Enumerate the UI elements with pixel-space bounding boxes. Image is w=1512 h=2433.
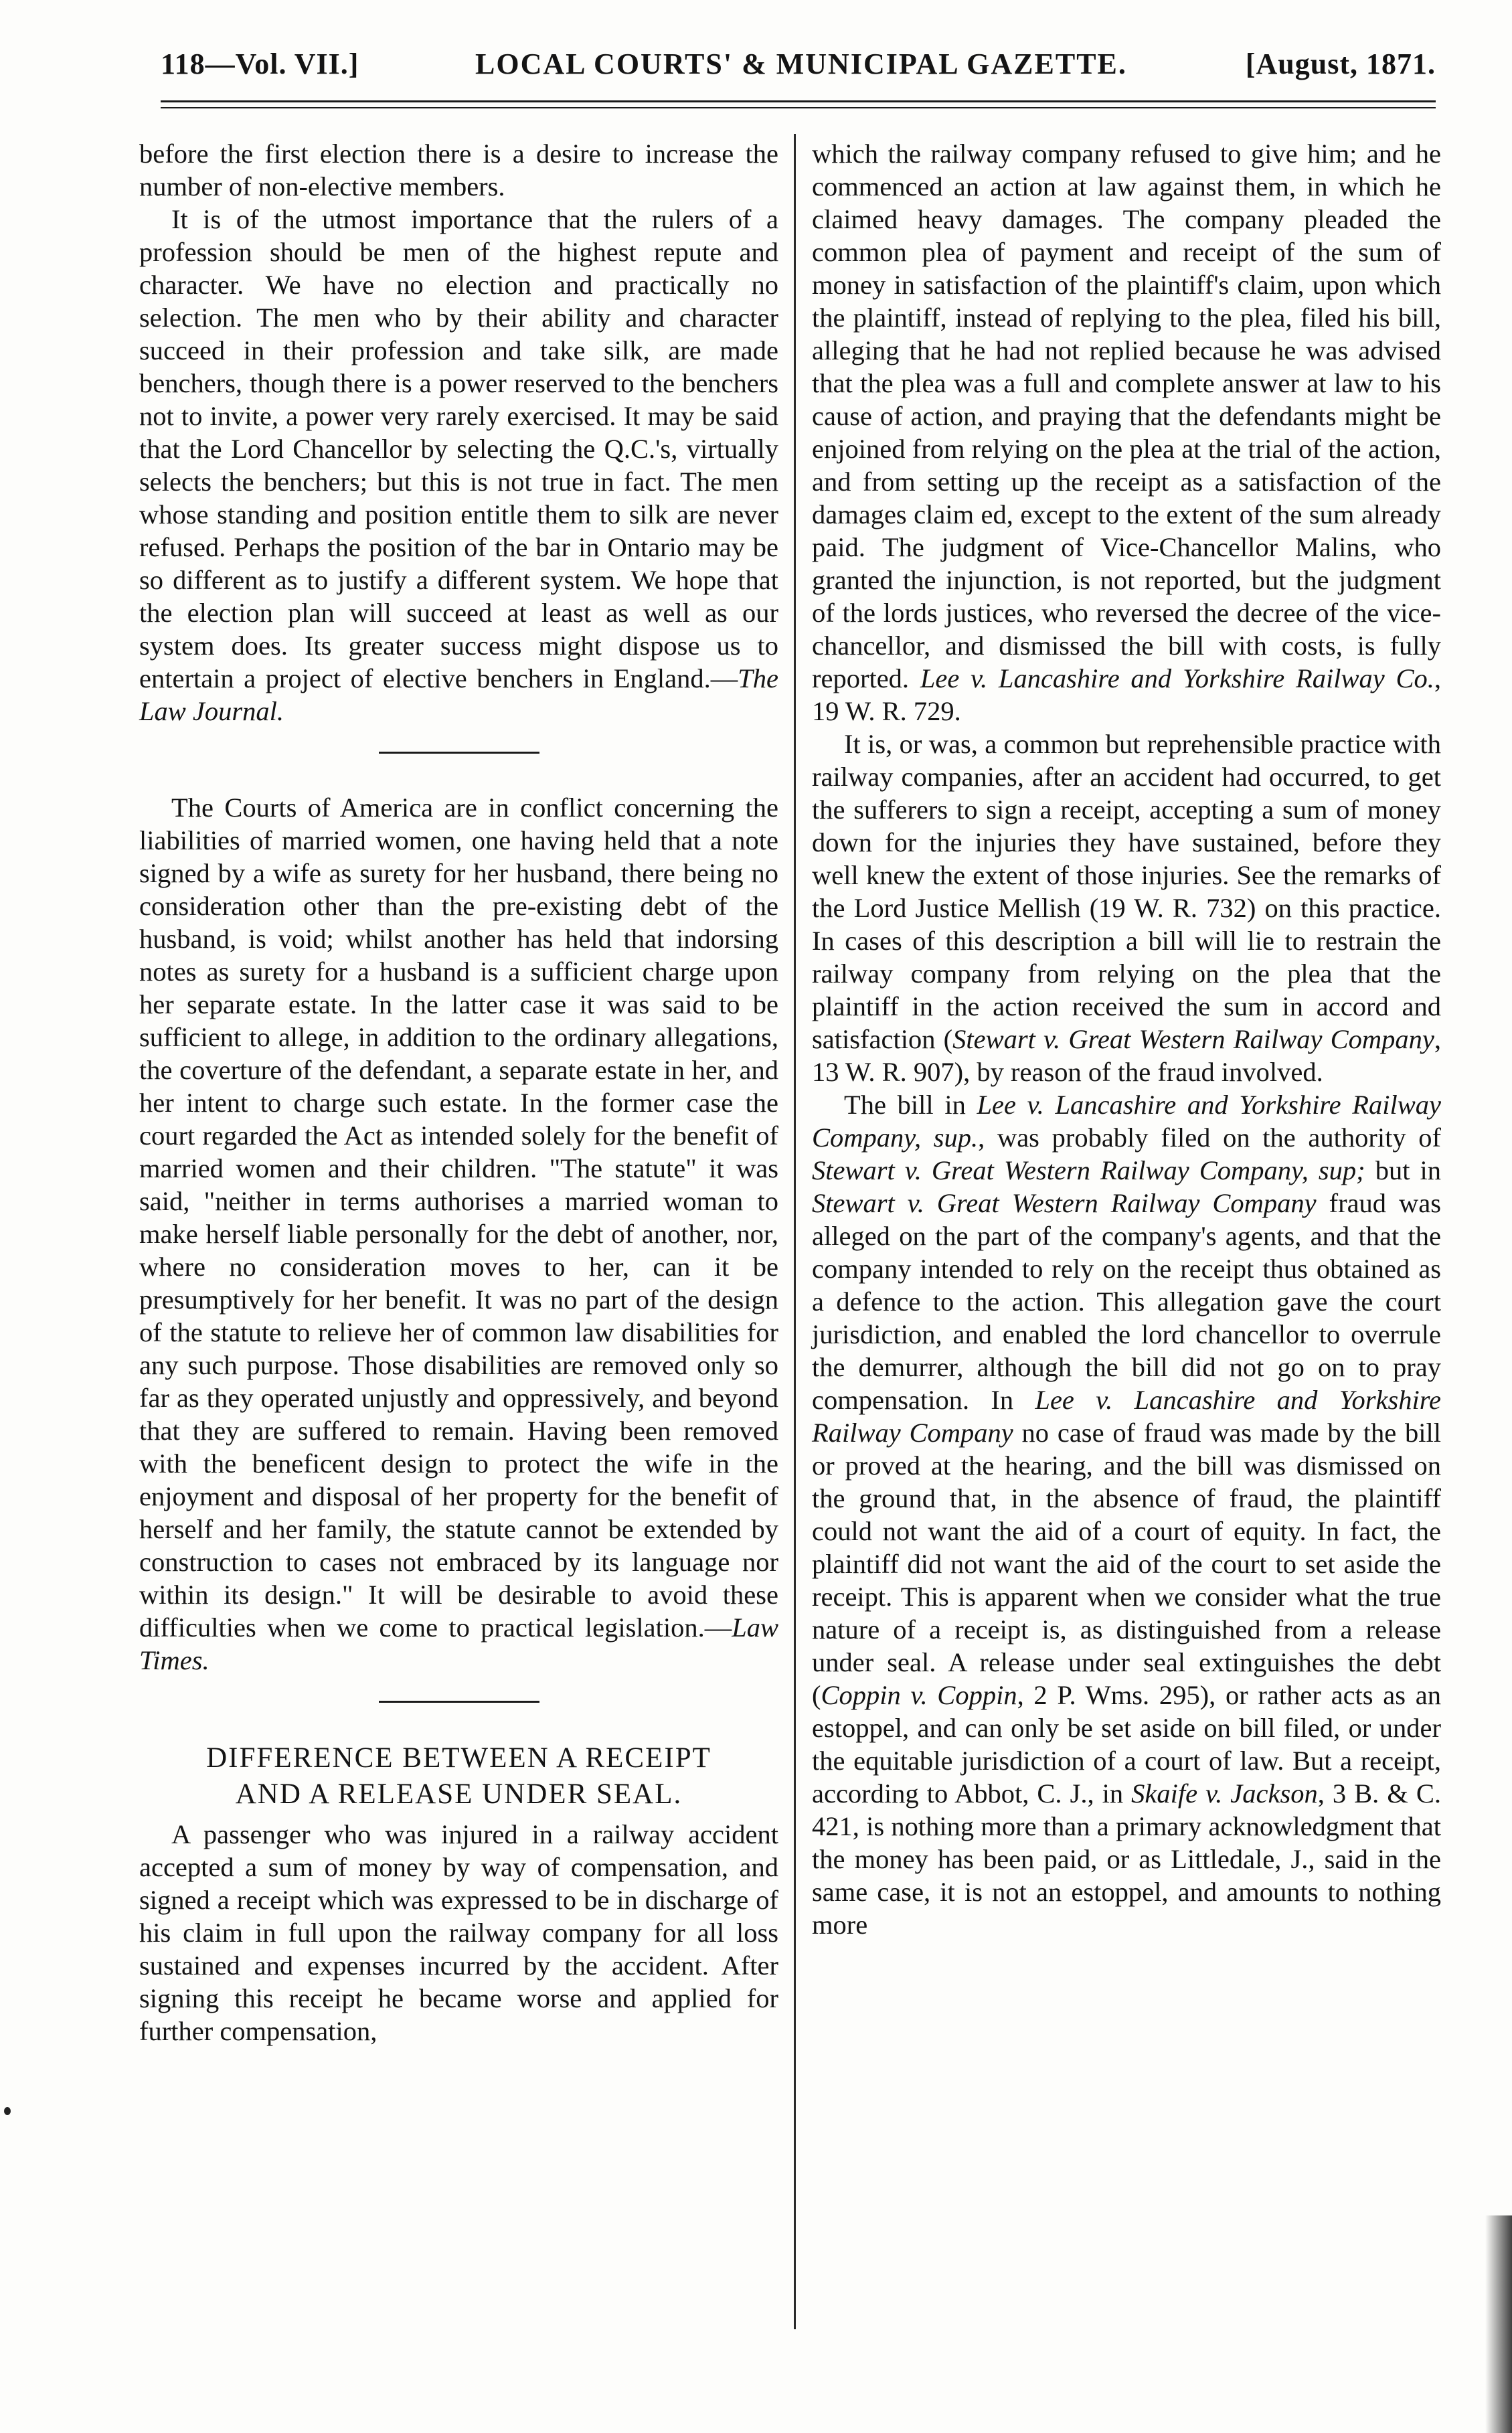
- case-name: Stewart v. Great Western Railway Company, sup;: [812, 1155, 1365, 1185]
- paragraph-benchers-continued: before the first election there is a desire to increase the number of non-elective members.: [139, 139, 778, 201]
- paragraph-married-women: [139, 791, 778, 1677]
- paragraph-text: It is of the utmost importance that the rulers of a profession should be men of the highest repute and character. We have no election and practically no selection. The men who by their ability and character succeed in their profession and take silk, are made benchers, though there is a power reserved to the benchers not to invite, a power very rarely exercised. It may be said that the Lord Chancellor by selecting the Q.C.'s, virtually selects the benchers; but this is not true in fact. The men whose standing and position entitle them to silk are never refused. Perhaps the position of the bar in Ontario may be so different as to justify a different system. We hope that the election plan will succeed at least as well as our system does. Its greater success might dispose us to entertain a project of elective benchers in England.—: [139, 204, 778, 693]
- case-name: Lee v. Lancashire and Yorkshire Railway Co.: [920, 663, 1434, 693]
- paragraph-text: , 2 P. Wms. 295), or rather acts as an estoppel, and can only be set aside on bill filed, or under the equitable jurisdiction of a court of law. But a receipt, according to Abbot, C. J., in: [812, 1680, 1441, 1809]
- case-citation: , 19 W. R. 729.: [812, 663, 1441, 726]
- section-divider: [379, 752, 539, 754]
- paragraph-text: which the railway company refused to give him; and he commenced an action at law against them, in which he claimed heavy damages. The company pleaded the common plea of payment and receipt of the sum of money in satisfaction of the plaintiff's claim, upon which the plaintiff, instead of replying to the plea, filed his bill, alleging that he had not replied because he was advised that the plea was a full and complete answer at law to his cause of action, and praying that the defendants might be enjoined from relying on the plea at the trial of the action, and from setting up the receipt as a satisfaction of the damages claim ed, except to the extent of the sum already paid. The judgment of Vice-Chancellor Malins, who granted the injunction, is not reported, but the judgment of the lords justices, who reversed the decree of the vice-chancellor, and dismissed the bill with costs, is fully reported.: [812, 139, 1441, 693]
- paragraph-passenger: A passenger who was injured in a railway accident accepted a sum of money by way of compensation, and signed a receipt which was expressed to be in discharge of his claim in full upon the railway company for all loss sustained and expenses incurred by the accident. After signing this receipt he became worse and applied for further compensation,: [139, 1819, 778, 2046]
- source-citation: Law Times.: [139, 1612, 778, 1675]
- page-header: [161, 47, 1436, 100]
- source-citation: The Law Journal.: [139, 663, 778, 726]
- paragraph-text: It is, or was, a common but reprehensible practice with railway companies, after an accident had occurred, to get the sufferers to sign a receipt, accepting a sum of money down for the injuries they have sustained, before they well knew the extent of those injuries. See the remarks of the Lord Justice Mellish (19 W. R. 732) on this practice. In cases of this description a bill will lie to restrain the railway company from relying on the plea that the plaintiff in the action received the sum in accord and satisfaction (: [812, 729, 1441, 1054]
- case-name: Skaife v. Jackson: [1131, 1778, 1318, 1809]
- paragraph-text: fraud was alleged on the part of the company's agents, and that the company intended to rely on the receipt thus obtained as a defence to the action. This allegation gave the court jurisdiction, and enabled the lord chancellor to overrule the demurrer, although the bill did not go on to pray compensation. In: [812, 1188, 1441, 1415]
- case-name: Lee v. Lancashire and Yorkshire Railway Company: [812, 1385, 1441, 1448]
- paragraph-text: , 13 W. R. 907), by reason of the fraud involved.: [812, 1024, 1441, 1087]
- case-name: Coppin v. Coppin: [821, 1680, 1017, 1710]
- paragraph-railway-refusal: [812, 137, 1441, 728]
- paragraph-text: The bill in: [844, 1090, 977, 1120]
- article-heading: [139, 1740, 778, 1813]
- column-divider: [794, 134, 796, 2329]
- paragraph-text: , was probably filed on the authority of: [978, 1122, 1441, 1153]
- volume-label: 118—Vol. VII.]: [161, 48, 359, 80]
- issue-date: [August, 1871.: [1245, 48, 1436, 80]
- section-divider: [379, 1701, 539, 1703]
- paragraph-text: no case of fraud was made by the bill or proved at the hearing, and the bill was dismissed on the ground that, in the absence of fraud, the plaintiff could not want the aid of a court of equity. In fact, the plaintiff did not want the aid of the court to set aside the receipt. This is apparent when we consider what the true nature of a receipt is, as distinguished from a release under seal. A release under seal extinguishes the debt (: [812, 1418, 1441, 1710]
- publication-title: LOCAL COURTS' & MUNICIPAL GAZETTE.: [475, 48, 1127, 80]
- header-rule-bottom: [161, 107, 1436, 108]
- page-edge-shadow: [1485, 2215, 1512, 2433]
- header-rule-top: [161, 100, 1436, 102]
- paragraph-text: The Courts of America are in conflict concerning the liabilities of married women, one having held that a note signed by a wife as surety for her husband, there being no consideration other than the pre-existing debt of the husband, is void; whilst another has held that indorsing notes as surety for a husband is a sufficient charge upon her separate estate. In the latter case it was said to be sufficient to allege, in addition to the ordinary allegations, the coverture of the defendant, a separate estate in her, and her intent to charge such estate. In the former case the court regarded the Act as intended solely for the benefit of married women and their children. "The statute" it was said, "neither in terms authorises a married woman to make herself liable personally for the debt of another, nor, where no consideration moves to her, can it be presumptively for her benefit. It was no part of the design of the statute to relieve her of common law disabilities for any such purpose. Those disabilities are removed only so far as they operated unjustly and oppressively, and beyond that they are suffered to remain. Having been removed with the beneficent design to protect the wife in the enjoyment and disposal of her property for the benefit of herself and her family, the statute cannot be extended by construction to cases not embraced by its language nor within its design." It will be desirable to avoid these difficulties when we come to practical legislation.—: [139, 792, 778, 1643]
- heading-line-1: DIFFERENCE BETWEEN A RECEIPT: [206, 1742, 711, 1774]
- case-name: Stewart v. Great Western Railway Company: [812, 1188, 1317, 1218]
- case-name: Lee v. Lancashire and Yorkshire Railway Company, sup.: [812, 1090, 1441, 1153]
- right-column: [812, 137, 1441, 1941]
- paragraph-practice: [812, 728, 1441, 1088]
- left-column: [139, 137, 778, 2047]
- heading-line-2: AND A RELEASE UNDER SEAL.: [235, 1778, 683, 1810]
- case-name: Stewart v. Great Western Railway Company: [952, 1024, 1434, 1054]
- margin-speck: [4, 2107, 11, 2115]
- paragraph-the-bill: [812, 1088, 1441, 1941]
- paragraph-text: but in: [1365, 1155, 1442, 1185]
- paragraph-benchers-argument: [139, 203, 778, 728]
- paragraph-text: , 3 B. & C. 421, is nothing more than a primary acknowledgment that the money has been paid, or as Littledale, J., said in the same case, it is not an estoppel, and amounts to nothing more: [812, 1778, 1441, 1940]
